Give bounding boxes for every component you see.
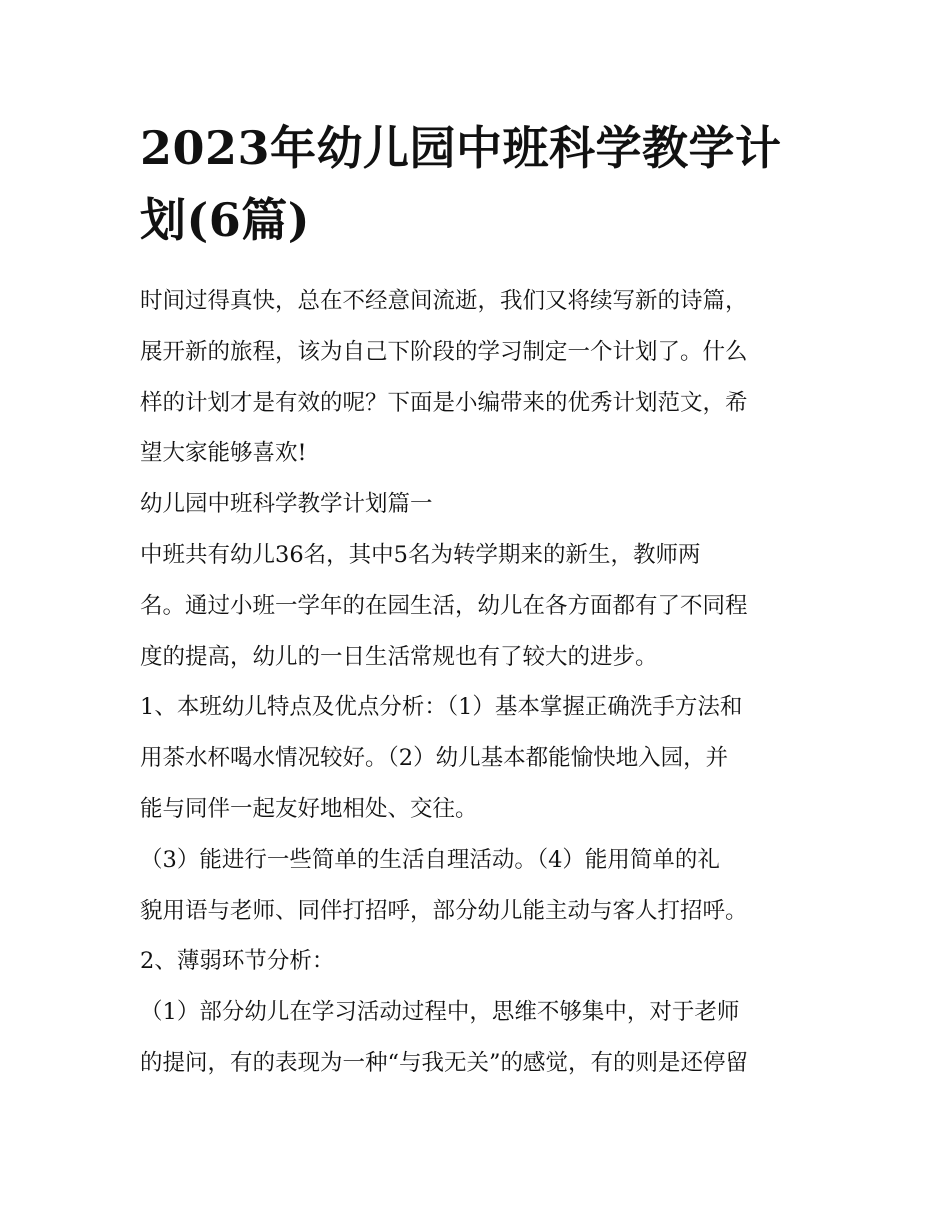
title-line-1: 2023年幼儿园中班科学教学计	[140, 121, 782, 175]
document-body	[140, 276, 815, 1089]
body-line-weakness-2: 的提问，有的表现为一种“与我无关”的感觉，有的则是还停留	[140, 1049, 749, 1076]
body-line-intro-1: 时间过得真快，总在不经意间流逝，我们又将续写新的诗篇，	[140, 288, 748, 314]
document-title	[140, 112, 815, 256]
body-line-analysis-1: 1、本班幼儿特点及优点分析：（1）基本掌握正确洗手方法和	[140, 694, 743, 721]
title-line-2: 划(6篇)	[140, 193, 311, 247]
body-line-intro-4: 望大家能够喜欢!	[140, 440, 307, 467]
body-line-intro-2: 展开新的旅程，该为自己下阶段的学习制定一个计划了。什么	[140, 338, 748, 365]
body-line-analysis-4: （3）能进行一些简单的生活自理活动。（4）能用简单的礼	[140, 846, 720, 873]
body-line-analysis-5: 貌用语与老师、同伴打招呼，部分幼儿能主动与客人打招呼。	[140, 897, 748, 924]
body-line-intro-3: 样的计划才是有效的呢？下面是小编带来的优秀计划范文，希	[140, 389, 748, 416]
section-heading-1: 幼儿园中班科学教学计划篇一	[140, 491, 433, 518]
body-line-analysis-2: 用茶水杯喝水情况较好。（2）幼儿基本都能愉快地入园，并	[140, 745, 729, 772]
body-line-class-2: 名。通过小班一学年的在园生活，幼儿在各方面都有了不同程	[140, 592, 748, 619]
body-line-analysis-3: 能与同伴一起友好地相处、交往。	[140, 795, 478, 822]
document-page	[140, 112, 815, 1089]
body-line-weakness-1: （1）部分幼儿在学习活动过程中，思维不够集中，对于老师	[140, 999, 740, 1026]
body-line-class-1: 中班共有幼儿36名，其中5名为转学期来的新生，教师两	[140, 541, 701, 568]
body-line-weakness-heading: 2、薄弱环节分析：	[140, 948, 335, 975]
body-line-class-3: 度的提高，幼儿的一日生活常规也有了较大的进步。	[140, 643, 658, 670]
